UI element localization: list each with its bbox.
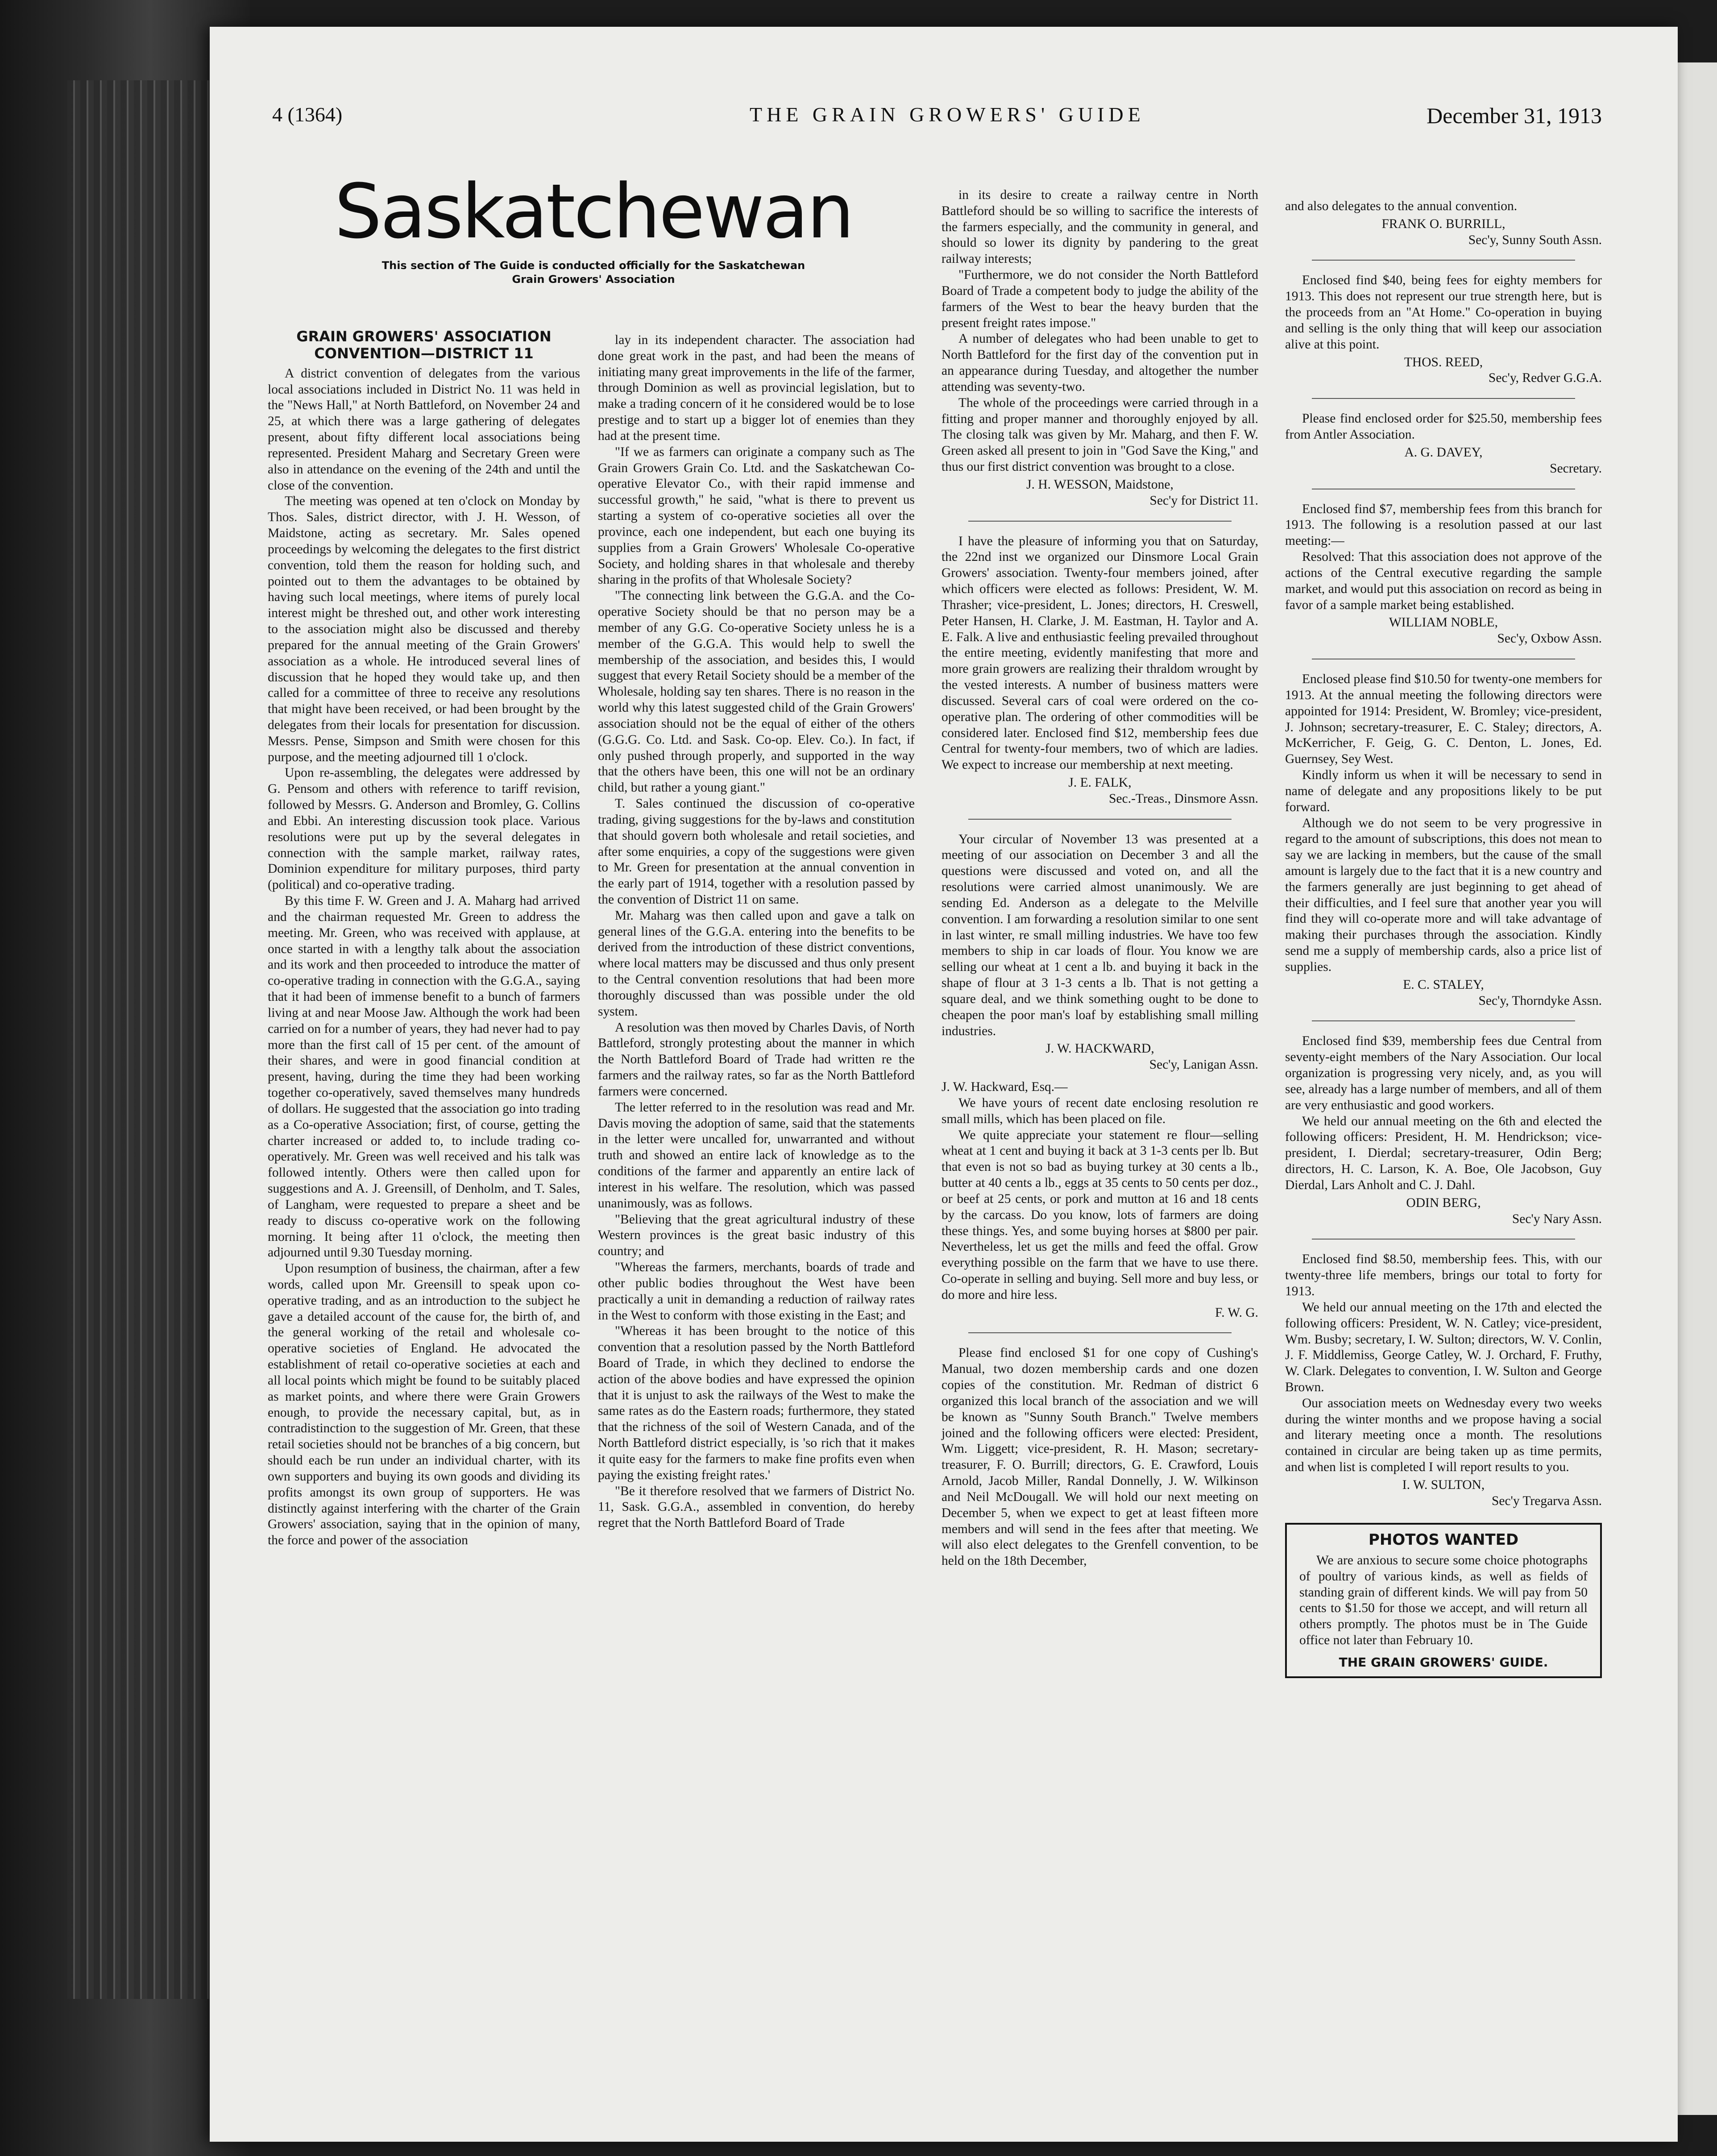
paragraph: "Furthermore, we do not consider the North Battleford Board of Trade a competent body to judge the ability of the farmers of the West to bear the heavy burden that the present freight rates impose."	[941, 268, 1258, 330]
letter-text: Please find enclosed order for $25.50, membership fees from Antler Association.	[1285, 411, 1602, 442]
divider	[968, 521, 1232, 522]
page-header	[272, 103, 1602, 143]
signer-name: THOS. REED,	[1404, 355, 1483, 369]
reply-text: We quite appreciate your statement re flour—selling wheat at 1 cent and buying it back at 3 1-3 cents per lb. But that even is not so bad as buying turkey at 30 cents a lb., butter at 40 cents a lb., eggs at 35 cents to 50 cents per doz., or beef at 25 cents, or pork and mutton at 16 and 18 cents by the carcass. Do you know, lots of farmers are doing these things. Yes, and some buying horses at $800 per pair. Nevertheless, let us get the mills and feed the offal. Grow everything possible on the farm that we have to use there. Co-operate in selling and buying. Sell more and buy less, or do more and hire less.	[941, 1128, 1258, 1302]
paragraph: Upon re-assembling, the delegates were addressed by G. Pensom and others with reference to tariff revision, followed by Messrs. G. Anderson and Bromley, G. Collins and Ebbi. An interesting discussion took place. Various resolutions were put up by the several delegates in connection with the sample market, railway rates, Dominion expenditure for military purposes, third party (political) and co-operative trading.	[268, 766, 580, 892]
letter-text: I have the pleasure of informing you that on Saturday, the 22nd inst we organized our Dinsmore Local Grain Growers' association. Twenty-four members joined, after which officers were elected as follows: President, W. M. Thrasher; vice-president, L. Jones; directors, H. Creswell, Peter Hansen, H. Clarke, J. M. Eastman, H. Taylor and A. E. Falk. A live and enthusiastic feeling prevailed throughout the entire meeting, evidently manifesting that more and more grain growers are realizing their thraldom wrought by the vested interests. A number of business matters were discussed. Several cars of coal were ordered on the co-operative plan. The ordering of other commodities will be considered later. Enclosed find $12, membership fees due Central for twenty-four members, two of which are ladies. We expect to increase our membership at next meeting.	[941, 534, 1258, 772]
signer-title: Secretary.	[1550, 461, 1602, 476]
signature	[1285, 1195, 1602, 1227]
divider	[1312, 1239, 1575, 1240]
divider	[1312, 398, 1575, 399]
divider	[968, 819, 1232, 820]
column-3	[941, 187, 1258, 1569]
letter-text: Enclosed find $40, being fees for eighty members for 1913. This does not represent our true strength here, but is the proceeds from an "At Home." Co-operation in buying and selling is the only thing that will keep our association alive at this point.	[1285, 273, 1602, 352]
page-number: 4 (1364)	[272, 103, 343, 126]
box-footer: THE GRAIN GROWERS' GUIDE.	[1339, 1654, 1548, 1670]
box-title: PHOTOS WANTED	[1368, 1530, 1519, 1549]
column-1	[268, 328, 580, 1549]
signature	[1285, 355, 1602, 387]
column-2	[598, 332, 915, 1531]
signature	[941, 775, 1258, 807]
paragraph: The whole of the proceedings were carried through in a fitting and proper manner and thoroughly enjoyed by all. The closing talk was given by Mr. Maharg, and then F. W. Green asked all present to join in "God Save the King," and thus our first district convention was brought to a close.	[941, 395, 1258, 474]
signer-title: Sec'y, Redver G.G.A.	[1488, 371, 1602, 386]
letter-text: We held our annual meeting on the 6th and elected the following officers: President, H. M. Hendrickson; vice-president, I. Dierdal; secretary-treasurer, Odin Berg; directors, H. C. Larson, K. A. Boe, Ole Jacobson, Guy Dierdal, Lars Anholt and C. J. Dahl.	[1285, 1114, 1602, 1192]
signer-title: Sec'y, Sunny South Assn.	[1468, 232, 1602, 247]
paragraph: "Whereas it has been brought to the notice of this convention that a resolution passed by the North Battleford Board of Trade, in which they declined to endorse the action of the above bodies and have expressed the opinion that it is unjust to ask the railways of the West to make the same rates as do the Eastern roads; furthermore, they stated that the richness of the soil of Western Canada, and of the North Battleford district especially, is 'so rich that it makes it quite easy for the farmers to make fine profits even when paying the existing freight rates.'	[598, 1324, 915, 1482]
signer-title: Sec.-Treas., Dinsmore Assn.	[1109, 791, 1258, 806]
paragraph: "The connecting link between the G.G.A. and the Co-operative Society should be that no person may be a member of any G.G. Co-operative Society unless he is a member of the G.G.A. This would help to swell the membership of the association, and besides this, I would suggest that every Retail Society should be a member of the Wholesale, holding say ten shares. There is no reason in the world why this latest suggested child of the Grain Growers' association should not be the equal of either of the others (G.G.G. Co. Ltd. and Sask. Co-op. Elev. Co.). In fact, if only pushed through properly, and supported in the way that the others have been, this one will not be an ordinary child, but rather a young giant."	[598, 589, 915, 795]
paragraph: A number of delegates who had been unable to get to North Battleford for the first day of the convention put in an appearance during Tuesday, and altogether the number attending was seventy-two.	[941, 332, 1258, 394]
section-subtitle	[268, 259, 919, 286]
paragraph: The letter referred to in the resolution was read and Mr. Davis moving the adoption of same, said that the statements in the letter were uncalled for, unwarranted and without truth and showed an entire lack of knowledge as to the conditions of the farmer and apparently an entire lack of interest in his welfare. The resolution, which was passed unanimously, was as follows.	[598, 1100, 915, 1211]
paragraph: T. Sales continued the discussion of co-operative trading, giving suggestions for the by-laws and constitution that should govern both wholesale and retail societies, and after some enquiries, a copy of the suggestions were given to Mr. Green for presentation at the annual convention in the early part of 1914, together with a resolution passed by the convention of District 11 on same.	[598, 796, 915, 907]
paragraph: "Be it therefore resolved that we farmers of District No. 11, Sask. G.G.A., assembled in convention, do hereby regret that the North Battleford Board of Trade	[598, 1484, 915, 1530]
paragraph: Upon resumption of business, the chairman, after a few words, called upon Mr. Greensill to speak upon co-operative trading, and as an introduction to the subject he gave a detailed account of the cause for, the birth of, and the general working of the retail and wholesale co-operative societies of England. He advocated the establishment of retail co-operative societies at each and all local points which might be found to be suitably placed as market points, and where there were Grain Growers enough, to provide the necessary capital, but, as in contradistinction to the suggestion of Mr. Green, that these retail societies should not be branches of a big concern, but should each be run under an individual charter, with its own supporters and buying its own goods and dividing its profits amongst its own group of supporters. He was distinctly against interfering with the charter of the Grain Growers' association, saying that in the opinion of many, the force and power of the association	[268, 1261, 580, 1548]
issue-date: December 31, 1913	[1427, 103, 1602, 128]
signer-name: I. W. SULTON,	[1402, 1477, 1485, 1492]
signer-title: Sec'y for District 11.	[1149, 493, 1258, 508]
letter-text: Please find enclosed $1 for one copy of Cushing's Manual, two dozen membership cards and one dozen copies of the constitution. Mr. Redman of district 6 organized this local branch of the association and we will be known as "Sunny South Branch." Twelve members joined and the following officers were elected: President, Wm. Liggett; vice-president, R. H. Mason; secretary-treasurer, F. O. Burrill; directors, G. E. Crawford, Louis Arnold, Jacob Miller, Randal Donnelly, J. W. Wilkinson and Neil McDougall. We will hold our next meeting on December 5, when we expect to get at least fifteen more members and will send in the fees after that meeting. We will also elect delegates to the Grenfell convention, to be held on the 18th December,	[941, 1346, 1258, 1568]
paragraph: "Believing that the great agricultural industry of these Western provinces is the great basic industry of this country; and	[598, 1212, 915, 1259]
subtitle-line-1: This section of The Guide is conducted officially for the Saskatchewan	[382, 259, 805, 272]
section-masthead	[268, 168, 919, 286]
paragraph: lay in its independent character. The association had done great work in the past, and had been the means of initiating many great improvements in the life of the farmer, through Dominion as well as provincial legislation, but to make a trading concern of it he considered would be to lose prestige and to start up a bigger lot of enemies than they had at the present time.	[598, 333, 915, 443]
paragraph: The meeting was opened at ten o'clock on Monday by Thos. Sales, district director, with J. H. Wesson, of Maidstone, acting as secretary. Mr. Sales opened proceedings by welcoming the delegates to the first district convention, told them the reason for holding such, and pointed out to them the advantages to be obtained by having such local meetings, where items of purely local interest might be threshed out, and other work interesting to the association might also be discussed and thereby prepared for the annual meeting of the Grain Growers' association as a whole. He introduced several lines of discussion that he hoped they would take up, and then called for a committee of three to receive any resolutions that might have been received, or had been brought by the delegates from their locals for presentation for discussion. Messrs. Pense, Simpson and Smith were chosen for this purpose, and the meeting adjourned till 1 o'clock.	[268, 494, 580, 764]
paragraph: A resolution was then moved by Charles Davis, of North Battleford, strongly protesting about the manner in which the North Battleford Board of Trade had written re the farmers and the railway rates, so far as the North Battleford farmers were concerned.	[598, 1020, 915, 1099]
paragraph: By this time F. W. Green and J. A. Maharg had arrived and the chairman requested Mr. Green to address the meeting. Mr. Green, who was received with applause, at once started in with a lengthy talk about the association and its work and then proceeded to introduce the matter of co-operative trading in connection with the G.G.A., saying that it had been of immense benefit to a bunch of farmers living at and near Moose Jaw. Although the work had been carried on for a number of years, they had never had to pay more than the first call of 15 per cent. of the amount of their shares, and were in good financial condition at present, having, during the time they had been working together co-operatively, saved themselves many hundreds of dollars. He suggested that the association go into trading as a Co-operative Association; first, of course, getting the charter increased or added to, to include trading co-operatively. Mr. Green was well received and his talk was followed intently. Others were then called upon for suggestions and A. J. Greensill, of Denholm, and T. Sales, of Langham, were requested to prepare a sheet and be ready to discuss co-operative work on the following morning. It being after 11 o'clock, the meeting then adjourned until 9.30 Tuesday morning.	[268, 894, 580, 1260]
letter-text: and also delegates to the annual convention.	[1285, 199, 1518, 213]
signer-title: Sec'y, Oxbow Assn.	[1497, 631, 1602, 646]
signature	[941, 477, 1258, 509]
signature	[1285, 977, 1602, 1009]
publication-name: THE GRAIN GROWERS' GUIDE	[750, 103, 1145, 126]
signer-title: Sec'y, Thorndyke Assn.	[1478, 993, 1602, 1008]
paragraph: "If we as farmers can originate a company such as The Grain Growers Grain Co. Ltd. and the Saskatchewan Co-operative Elevator Co., with their rapid immense and successful growth," he said, "what is there to prevent us starting a system of co-operative societies all over the province, each one independent, but each one buying its supplies from a Grain Growers' Wholesale Co-operative Society, and holding shares in that wholesale and thereby sharing in the profits of that Wholesale Society?	[598, 444, 915, 587]
letter-text: We held our annual meeting on the 17th and elected the following officers: President, W. N. Catley; vice-president, Wm. Busby; secretary, I. W. Sulton; directors, W. V. Conlin, J. F. Middlemiss, George Catley, W. J. Orchard, F. Fruthy, W. Clark. Delegates to convention, I. W. Sulton and George Brown.	[1285, 1300, 1602, 1394]
divider	[968, 1332, 1232, 1334]
letter-text: Our association meets on Wednesday every two weeks during the winter months and we propose having a social and literary meeting once a month. The resolutions contained in circular are being taken up as time permits, and when list is completed I will report results to you.	[1285, 1396, 1602, 1475]
signer-title: Sec'y Nary Assn.	[1512, 1211, 1602, 1226]
article-headline: GRAIN GROWERS' ASSOCIATION CONVENTION—DISTRICT 11	[296, 328, 552, 362]
signer-title: Sec'y, Lanigan Assn.	[1149, 1057, 1258, 1072]
paragraph: Mr. Maharg was then called upon and gave a talk on general lines of the G.G.A. entering into the benefits to be derived from the introduction of these district conventions, where local matters may be discussed and thus only present to the Central convention resolutions that had been more thoroughly discussed than was possible under the old system.	[598, 908, 915, 1019]
signer-name: J. H. WESSON, Maidstone,	[1026, 477, 1174, 492]
photos-wanted-box	[1285, 1523, 1602, 1678]
signer-name: WILLIAM NOBLE,	[1389, 615, 1498, 630]
letter-text: Enclosed find $39, membership fees due Central from seventy-eight members of the Nary Association. Our local organization is progressing very nicely, and, as you will see, already has a large number of members, and all of them are very enthusiastic and good workers.	[1285, 1034, 1602, 1112]
signer-name: FRANK O. BURRILL,	[1381, 216, 1505, 231]
column-4	[1285, 199, 1602, 1678]
signature	[1285, 216, 1602, 249]
divider	[1312, 260, 1575, 261]
signer-title: Sec'y Tregarva Assn.	[1491, 1493, 1602, 1508]
divider	[1312, 659, 1575, 660]
subtitle-line-2: Grain Growers' Association	[512, 273, 675, 286]
paragraph: "Whereas the farmers, merchants, boards of trade and other public bodies throughout the West have been practically a unit in demanding a reduction of railway rates in the West to conform with those existing in the East; and	[598, 1260, 915, 1323]
box-text: We are anxious to secure some choice photographs of poultry of various kinds, as well as fields of standing grain of different kinds. We will pay from 50 cents to $1.50 for those we accept, and will return all others promptly. The photos must be in The Guide office not later than February 10.	[1299, 1553, 1588, 1648]
signer-name: E. C. STALEY,	[1403, 977, 1484, 992]
signature	[941, 1305, 1258, 1321]
signer-initials: F. W. G.	[1215, 1305, 1258, 1320]
reply-text: We have yours of recent date enclosing resolution re small mills, which has been placed on file.	[941, 1095, 1258, 1126]
signature	[1285, 1477, 1602, 1509]
letter-text: Kindly inform us when it will be necessary to send in name of delegate and any propositions likely to be put forward.	[1285, 768, 1602, 814]
signer-name: J. E. FALK,	[1068, 775, 1132, 790]
signer-name: A. G. DAVEY,	[1404, 445, 1483, 460]
divider	[1312, 489, 1575, 490]
letter-text: Enclosed please find $10.50 for twenty-one members for 1913. At the annual meeting the following directors were appointed for 1914: President, W. Bromley; vice-president, J. Johnson; secretary-treasurer, E. C. Staley; directors, A. McKerricher, F. Geig, G. C. Denton, L. Jones, Ed. Guernsey, Sey West.	[1285, 672, 1602, 767]
paragraph: in its desire to create a railway centre in North Battleford should be so willing to sacrifice the interests of the farmers especially, and the community in general, and should so lower its dignity by pandering to the great railway interests;	[941, 188, 1258, 266]
signer-name: ODIN BERG,	[1406, 1195, 1481, 1210]
section-title: Saskatchewan	[334, 168, 853, 255]
divider	[1312, 1020, 1575, 1022]
reply-salutation: J. W. Hackward, Esq.—	[941, 1080, 1068, 1095]
paragraph: A district convention of delegates from the various local associations included in District No. 11 was held in the "News Hall," at North Battleford, on November 24 and 25, at which there was a large gathering of delegates present, about fifty different local associations being represented. President Maharg and Secretary Green were also in attendance on the evening of the 24th and until the close of the convention.	[268, 366, 580, 493]
letter-text: Enclosed find $7, membership fees from this branch for 1913. The following is a resolution passed at our last meeting:—	[1285, 502, 1602, 548]
signer-name: J. W. HACKWARD,	[1045, 1041, 1154, 1056]
letter-text: Your circular of November 13 was presented at a meeting of our association on December 3 and all the questions were discussed and voted on, and all the resolutions were carried almost unanimously. We are sending Ed. Anderson as a delegate to the Melville convention. I am forwarding a resolution similar to one sent in last winter, re small milling industries. We have too few members to ship in car loads of flour. You know we are selling our wheat at 1 cent a lb. and buying it back in the shape of flour at 3 1-3 cents a lb. That is not getting a square deal, and we think something ought to be done to cheapen the poor man's loaf by establishing small milling industries.	[941, 832, 1258, 1038]
signature	[941, 1041, 1258, 1073]
resolution-text: Resolved: That this association does not approve of the actions of the Central executive regarding the sample market, and would put this association on record as being in favor of a sample market being established.	[1285, 550, 1602, 612]
signature	[1285, 445, 1602, 477]
signature	[1285, 615, 1602, 647]
letter-text: Although we do not seem to be very progressive in regard to the amount of subscriptions, this does not mean to say we are lacking in members, but the cause of the small amount is largely due to the fact that it is a new country and the farmers generally are just beginning to get ahead of their difficulties, and I feel sure that another year you will find they will co-operate more and will take advantage of making their purchases through the association. Kindly send me a supply of membership cards, also a price list of supplies.	[1285, 816, 1602, 974]
letter-text: Enclosed find $8.50, membership fees. This, with our twenty-three life members, brings our total to forty for 1913.	[1285, 1252, 1602, 1299]
